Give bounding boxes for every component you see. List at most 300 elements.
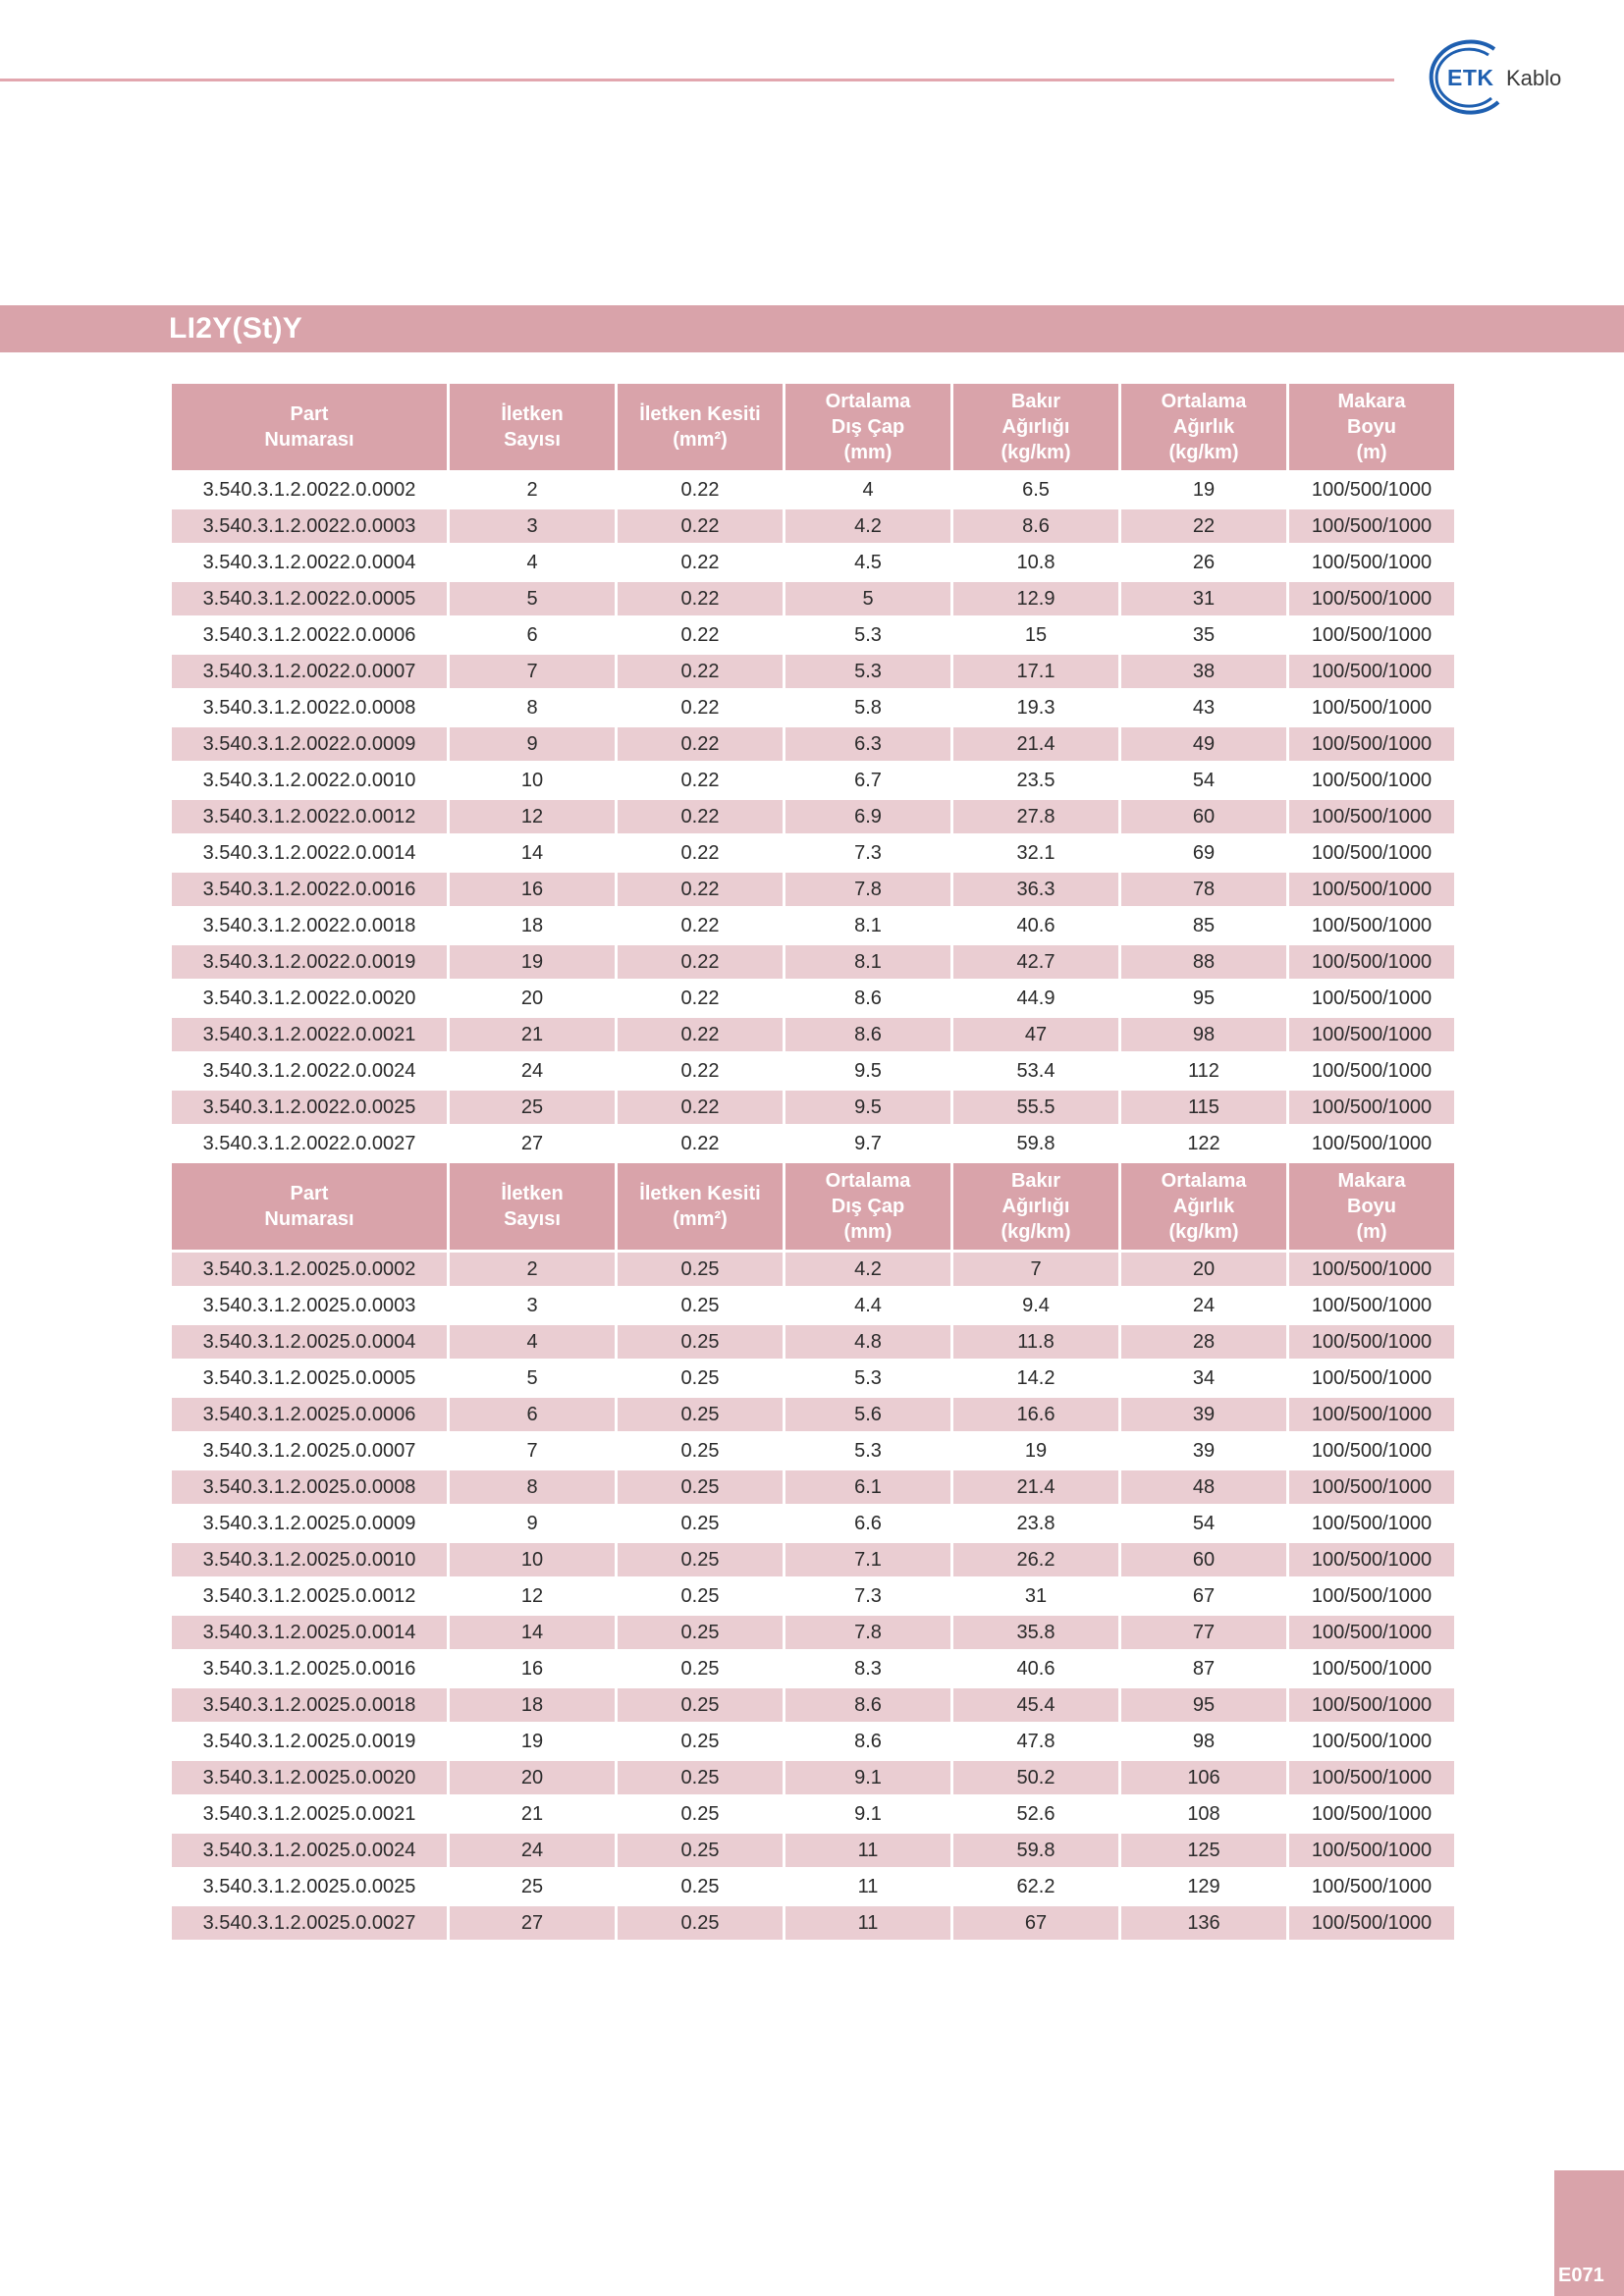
table-cell: 0.25 xyxy=(618,1616,783,1649)
table-cell: 100/500/1000 xyxy=(1289,945,1454,979)
table-cell: 77 xyxy=(1121,1616,1286,1649)
table-cell: 100/500/1000 xyxy=(1289,1253,1454,1286)
table-cell: 98 xyxy=(1121,1018,1286,1051)
table-cell: 87 xyxy=(1192,1657,1216,1680)
table-cell: 14.2 xyxy=(1016,1366,1056,1389)
table-cell: 0.22 xyxy=(618,800,783,833)
column-header: Part Numarası xyxy=(172,1163,447,1250)
table-row xyxy=(172,909,1454,942)
table-cell: 3.540.3.1.2.0025.0.0009 xyxy=(202,1512,416,1534)
title-band xyxy=(0,305,1624,352)
table-cell: 0.22 xyxy=(680,478,720,501)
table-cell: 54 xyxy=(1192,769,1216,791)
table-cell: 28 xyxy=(1121,1325,1286,1359)
table-cell: 0.22 xyxy=(680,987,720,1009)
table-cell: 3.540.3.1.2.0022.0.0009 xyxy=(172,727,447,761)
table-cell: 3.540.3.1.2.0022.0.0008 xyxy=(202,696,416,719)
table-cell: 0.22 xyxy=(618,582,783,615)
table-cell: 9.4 xyxy=(1022,1294,1050,1316)
table-cell: 100/500/1000 xyxy=(1311,551,1433,573)
table-cell: 39 xyxy=(1192,1439,1216,1462)
table-cell: 17.1 xyxy=(953,655,1118,688)
table-cell: 24 xyxy=(1192,1294,1216,1316)
table-cell: 35 xyxy=(1192,623,1216,646)
table-cell: 0.22 xyxy=(618,1091,783,1124)
table-row xyxy=(172,618,1454,652)
table-row xyxy=(172,1906,1454,1940)
table-cell: 11 xyxy=(785,1906,950,1940)
table-cell: 0.22 xyxy=(680,841,720,864)
table-cell: 100/500/1000 xyxy=(1289,1018,1454,1051)
table-cell: 0.22 xyxy=(618,945,783,979)
table-cell: 45.4 xyxy=(953,1688,1118,1722)
table-cell: 0.25 xyxy=(618,1470,783,1504)
table-cell: 0.25 xyxy=(680,1875,720,1897)
table-cell: 4 xyxy=(526,551,538,573)
table-cell: 0.22 xyxy=(680,914,720,936)
table-cell: 8.6 xyxy=(854,1730,882,1752)
table-cell: 39 xyxy=(1121,1398,1286,1431)
table-cell: 0.22 xyxy=(618,509,783,543)
table-cell: 36.3 xyxy=(953,873,1118,906)
table-row xyxy=(172,764,1454,797)
table-cell: 9.5 xyxy=(785,1091,950,1124)
table-cell: 100/500/1000 xyxy=(1311,1059,1433,1082)
table-cell: 55.5 xyxy=(953,1091,1118,1124)
table-cell: 11 xyxy=(857,1875,879,1897)
table-cell: 7.8 xyxy=(785,1616,950,1649)
table-cell: 19 xyxy=(450,945,615,979)
table-cell: 59.8 xyxy=(953,1834,1118,1867)
table-cell: 100/500/1000 xyxy=(1289,1906,1454,1940)
table-cell: 3.540.3.1.2.0025.0.0024 xyxy=(172,1834,447,1867)
page-number-tab xyxy=(1554,2170,1624,2296)
table-row xyxy=(172,509,1454,543)
column-header: Bakır Ağırlığı (kg/km) xyxy=(953,384,1118,470)
table-cell: 100/500/1000 xyxy=(1289,509,1454,543)
table-cell: 3.540.3.1.2.0022.0.0004 xyxy=(202,551,416,573)
table-cell: 31 xyxy=(1121,582,1286,615)
table-cell: 3.540.3.1.2.0022.0.0005 xyxy=(172,582,447,615)
table-cell: 0.22 xyxy=(680,1059,720,1082)
table-cell: 100/500/1000 xyxy=(1289,1325,1454,1359)
table-cell: 100/500/1000 xyxy=(1289,1616,1454,1649)
table-cell: 31 xyxy=(1024,1584,1048,1607)
table-cell: 3.540.3.1.2.0022.0.0006 xyxy=(202,623,416,646)
table-cell: 0.25 xyxy=(618,1543,783,1576)
table-cell: 23.5 xyxy=(1016,769,1056,791)
table-cell: 4.2 xyxy=(785,1253,950,1286)
table-cell: 100/500/1000 xyxy=(1311,478,1433,501)
table-cell: 12 xyxy=(520,1584,544,1607)
table-cell: 100/500/1000 xyxy=(1311,914,1433,936)
cable-spec-table xyxy=(169,381,1457,1943)
table-cell: 0.25 xyxy=(680,1512,720,1534)
table-cell: 60 xyxy=(1121,800,1286,833)
table-cell: 3.540.3.1.2.0022.0.0016 xyxy=(172,873,447,906)
table-cell: 4 xyxy=(450,1325,615,1359)
table-cell: 0.22 xyxy=(680,696,720,719)
table-cell: 100/500/1000 xyxy=(1311,987,1433,1009)
table-cell: 7.1 xyxy=(785,1543,950,1576)
table-cell: 0.25 xyxy=(680,1439,720,1462)
table-cell: 20 xyxy=(450,1761,615,1794)
table-cell: 18 xyxy=(520,914,544,936)
table-row xyxy=(172,982,1454,1015)
table-cell: 5.3 xyxy=(854,1439,882,1462)
table-cell: 2 xyxy=(450,1253,615,1286)
table-cell: 0.25 xyxy=(618,1834,783,1867)
table-cell: 18 xyxy=(450,1688,615,1722)
table-row xyxy=(172,1127,1454,1160)
table-cell: 4.8 xyxy=(785,1325,950,1359)
table-cell: 25 xyxy=(520,1875,544,1897)
table-cell: 0.25 xyxy=(618,1761,783,1794)
table-cell: 100/500/1000 xyxy=(1289,873,1454,906)
table-row xyxy=(172,1761,1454,1794)
table-row xyxy=(172,691,1454,724)
table-cell: 3.540.3.1.2.0025.0.0018 xyxy=(172,1688,447,1722)
table-cell: 3.540.3.1.2.0025.0.0027 xyxy=(172,1906,447,1940)
table-cell: 26 xyxy=(1192,551,1216,573)
table-cell: 100/500/1000 xyxy=(1289,582,1454,615)
column-header: Ortalama Dış Çap (mm) xyxy=(785,1163,950,1250)
table-cell: 3.540.3.1.2.0025.0.0004 xyxy=(172,1325,447,1359)
table-cell: 21.4 xyxy=(953,1470,1118,1504)
table-cell: 3.540.3.1.2.0025.0.0012 xyxy=(202,1584,416,1607)
table-cell: 3.540.3.1.2.0022.0.0025 xyxy=(172,1091,447,1124)
table-cell: 5.8 xyxy=(854,696,882,719)
table-cell: 19 xyxy=(1192,478,1216,501)
table-cell: 3.540.3.1.2.0022.0.0002 xyxy=(202,478,416,501)
table-cell: 6.1 xyxy=(785,1470,950,1504)
table-cell: 16 xyxy=(450,873,615,906)
table-cell: 3.540.3.1.2.0025.0.0005 xyxy=(202,1366,416,1389)
table-cell: 100/500/1000 xyxy=(1311,769,1433,791)
table-cell: 5.6 xyxy=(785,1398,950,1431)
table-cell: 8.6 xyxy=(785,1018,950,1051)
table-cell: 9.1 xyxy=(854,1802,882,1825)
table-cell: 32.1 xyxy=(1016,841,1056,864)
logo-brand: ETK xyxy=(1447,65,1494,90)
table-cell: 136 xyxy=(1121,1906,1286,1940)
table-cell: 24 xyxy=(450,1834,615,1867)
table-cell: 3.540.3.1.2.0025.0.0010 xyxy=(172,1543,447,1576)
table-cell: 62.2 xyxy=(1016,1875,1056,1897)
table-cell: 100/500/1000 xyxy=(1289,1688,1454,1722)
table-cell: 0.22 xyxy=(680,623,720,646)
table-cell: 95 xyxy=(1121,1688,1286,1722)
table-cell: 100/500/1000 xyxy=(1311,1439,1433,1462)
table-cell: 60 xyxy=(1121,1543,1286,1576)
table-cell: 3.540.3.1.2.0025.0.0021 xyxy=(202,1802,416,1825)
table-cell: 0.22 xyxy=(618,1018,783,1051)
table-cell: 8.6 xyxy=(953,509,1118,543)
table-cell: 8.6 xyxy=(785,1688,950,1722)
table-cell: 3.540.3.1.2.0025.0.0014 xyxy=(172,1616,447,1649)
table-cell: 3.540.3.1.2.0025.0.0025 xyxy=(202,1875,416,1897)
table-cell: 8 xyxy=(526,696,538,719)
table-cell: 9.1 xyxy=(785,1761,950,1794)
table-cell: 100/500/1000 xyxy=(1311,1730,1433,1752)
table-cell: 6.5 xyxy=(1022,478,1050,501)
table-cell: 8.6 xyxy=(854,987,882,1009)
table-row xyxy=(172,1289,1454,1322)
table-cell: 100/500/1000 xyxy=(1289,1091,1454,1124)
table-cell: 2 xyxy=(526,478,538,501)
table-header-row xyxy=(172,1163,1454,1250)
table-cell: 3.540.3.1.2.0022.0.0003 xyxy=(172,509,447,543)
table-cell: 52.6 xyxy=(1016,1802,1056,1825)
table-cell: 5.3 xyxy=(854,623,882,646)
column-header: Makara Boyu (m) xyxy=(1289,1163,1454,1250)
table-cell: 19.3 xyxy=(1016,696,1056,719)
column-header: Ortalama Dış Çap (mm) xyxy=(785,384,950,470)
table-cell: 6.9 xyxy=(785,800,950,833)
table-cell: 50.2 xyxy=(953,1761,1118,1794)
column-header: İletken Sayısı xyxy=(450,1163,615,1250)
table-cell: 3.540.3.1.2.0022.0.0018 xyxy=(202,914,416,936)
table-row xyxy=(172,1616,1454,1649)
table-cell: 54 xyxy=(1192,1512,1216,1534)
table-row xyxy=(172,1652,1454,1685)
table-cell: 11 xyxy=(785,1834,950,1867)
table-row xyxy=(172,1507,1454,1540)
header-rule xyxy=(0,79,1394,81)
table-row xyxy=(172,1325,1454,1359)
table-cell: 100/500/1000 xyxy=(1311,696,1433,719)
table-cell: 4.2 xyxy=(785,509,950,543)
table-cell: 3.540.3.1.2.0025.0.0008 xyxy=(172,1470,447,1504)
table-cell: 27.8 xyxy=(953,800,1118,833)
table-cell: 100/500/1000 xyxy=(1311,1875,1433,1897)
table-cell: 20 xyxy=(520,987,544,1009)
table-cell: 100/500/1000 xyxy=(1289,1398,1454,1431)
table-cell: 78 xyxy=(1121,873,1286,906)
table-cell: 0.25 xyxy=(680,1294,720,1316)
table-row xyxy=(172,1870,1454,1903)
table-cell: 27 xyxy=(520,1132,544,1154)
table-cell: 3.540.3.1.2.0022.0.0014 xyxy=(202,841,416,864)
table-row xyxy=(172,473,1454,507)
table-cell: 9 xyxy=(526,1512,538,1534)
table-cell: 3.540.3.1.2.0022.0.0020 xyxy=(202,987,416,1009)
table-cell: 6 xyxy=(450,1398,615,1431)
table-cell: 22 xyxy=(1121,509,1286,543)
table-cell: 5.3 xyxy=(785,655,950,688)
table-cell: 40.6 xyxy=(1016,1657,1056,1680)
column-header: İletken Kesiti (mm²) xyxy=(618,384,783,470)
table-cell: 0.25 xyxy=(680,1802,720,1825)
table-row xyxy=(172,1091,1454,1124)
table-cell: 0.25 xyxy=(680,1366,720,1389)
table-cell: 0.25 xyxy=(618,1688,783,1722)
table-cell: 7 xyxy=(526,1439,538,1462)
table-cell: 7 xyxy=(953,1253,1118,1286)
table-cell: 8 xyxy=(450,1470,615,1504)
table-cell: 67 xyxy=(1192,1584,1216,1607)
table-cell: 5.3 xyxy=(854,1366,882,1389)
table-cell: 6.3 xyxy=(785,727,950,761)
table-cell: 3.540.3.1.2.0022.0.0024 xyxy=(202,1059,416,1082)
table-cell: 3 xyxy=(450,509,615,543)
column-header: Makara Boyu (m) xyxy=(1289,384,1454,470)
column-header: Ortalama Ağırlık (kg/km) xyxy=(1121,384,1286,470)
table-cell: 100/500/1000 xyxy=(1289,727,1454,761)
table-cell: 19 xyxy=(1024,1439,1048,1462)
table-cell: 100/500/1000 xyxy=(1311,1584,1433,1607)
table-row xyxy=(172,1470,1454,1504)
column-header: İletken Kesiti (mm²) xyxy=(618,1163,783,1250)
table-cell: 8.1 xyxy=(785,945,950,979)
table-cell: 0.25 xyxy=(618,1398,783,1431)
column-header: Ortalama Ağırlık (kg/km) xyxy=(1121,1163,1286,1250)
table-cell: 0.25 xyxy=(618,1253,783,1286)
table-cell: 125 xyxy=(1121,1834,1286,1867)
table-cell: 0.22 xyxy=(618,873,783,906)
table-cell: 0.22 xyxy=(618,655,783,688)
table-row xyxy=(172,1579,1454,1613)
table-cell: 3.540.3.1.2.0022.0.0010 xyxy=(202,769,416,791)
table-cell: 0.22 xyxy=(680,1132,720,1154)
table-cell: 12 xyxy=(450,800,615,833)
table-cell: 100/500/1000 xyxy=(1311,841,1433,864)
page-title: LI2Y(St)Y xyxy=(169,312,303,345)
table-cell: 10 xyxy=(450,1543,615,1576)
table-cell: 108 xyxy=(1187,1802,1220,1825)
table-cell: 16 xyxy=(520,1657,544,1680)
table-cell: 100/500/1000 xyxy=(1289,655,1454,688)
table-cell: 100/500/1000 xyxy=(1289,800,1454,833)
table-row xyxy=(172,1434,1454,1468)
column-header: Bakır Ağırlığı (kg/km) xyxy=(953,1163,1118,1250)
table-cell: 3.540.3.1.2.0025.0.0019 xyxy=(202,1730,416,1752)
table-cell: 3.540.3.1.2.0025.0.0006 xyxy=(172,1398,447,1431)
company-logo xyxy=(1418,35,1585,122)
table-cell: 24 xyxy=(520,1059,544,1082)
table-cell: 21.4 xyxy=(953,727,1118,761)
table-cell: 100/500/1000 xyxy=(1311,1657,1433,1680)
table-cell: 16.6 xyxy=(953,1398,1118,1431)
table-cell: 21 xyxy=(450,1018,615,1051)
table-cell: 7.3 xyxy=(854,841,882,864)
table-cell: 9 xyxy=(450,727,615,761)
table-row xyxy=(172,945,1454,979)
table-cell: 14 xyxy=(450,1616,615,1649)
table-cell: 100/500/1000 xyxy=(1289,1761,1454,1794)
page-number: E071 xyxy=(1558,2265,1604,2286)
table-cell: 0.25 xyxy=(680,1657,720,1680)
table-cell: 3.540.3.1.2.0025.0.0002 xyxy=(172,1253,447,1286)
table-cell: 100/500/1000 xyxy=(1311,1802,1433,1825)
table-cell: 106 xyxy=(1121,1761,1286,1794)
table-row xyxy=(172,1054,1454,1088)
table-row xyxy=(172,1018,1454,1051)
table-cell: 0.25 xyxy=(680,1584,720,1607)
table-cell: 9.7 xyxy=(854,1132,882,1154)
table-cell: 44.9 xyxy=(1016,987,1056,1009)
table-cell: 100/500/1000 xyxy=(1311,1366,1433,1389)
table-cell: 3.540.3.1.2.0022.0.0019 xyxy=(172,945,447,979)
table-cell: 4.5 xyxy=(854,551,882,573)
table-cell: 100/500/1000 xyxy=(1311,1132,1433,1154)
table-cell: 0.22 xyxy=(680,551,720,573)
table-cell: 53.4 xyxy=(1016,1059,1056,1082)
table-cell: 19 xyxy=(520,1730,544,1752)
table-cell: 12.9 xyxy=(953,582,1118,615)
table-cell: 3.540.3.1.2.0025.0.0007 xyxy=(202,1439,416,1462)
table-cell: 85 xyxy=(1192,914,1216,936)
table-cell: 129 xyxy=(1187,1875,1220,1897)
table-cell: 3.540.3.1.2.0025.0.0003 xyxy=(202,1294,416,1316)
table-cell: 69 xyxy=(1192,841,1216,864)
table-cell: 115 xyxy=(1121,1091,1286,1124)
table-cell: 5 xyxy=(785,582,950,615)
table-cell: 38 xyxy=(1121,655,1286,688)
table-cell: 47.8 xyxy=(1016,1730,1056,1752)
table-cell: 112 xyxy=(1188,1059,1219,1082)
table-cell: 6.7 xyxy=(854,769,882,791)
table-cell: 88 xyxy=(1121,945,1286,979)
table-row xyxy=(172,582,1454,615)
table-cell: 8.3 xyxy=(854,1657,882,1680)
table-row xyxy=(172,546,1454,579)
table-cell: 3.540.3.1.2.0022.0.0012 xyxy=(172,800,447,833)
table-row xyxy=(172,873,1454,906)
table-cell: 4.4 xyxy=(854,1294,882,1316)
table-row xyxy=(172,836,1454,870)
table-cell: 0.25 xyxy=(680,1730,720,1752)
table-cell: 26.2 xyxy=(953,1543,1118,1576)
table-cell: 0.25 xyxy=(618,1325,783,1359)
table-cell: 27 xyxy=(450,1906,615,1940)
table-cell: 25 xyxy=(450,1091,615,1124)
table-cell: 9.5 xyxy=(854,1059,882,1082)
table-cell: 48 xyxy=(1121,1470,1286,1504)
table-row xyxy=(172,1543,1454,1576)
table-cell: 67 xyxy=(953,1906,1118,1940)
table-row xyxy=(172,1725,1454,1758)
table-row xyxy=(172,1834,1454,1867)
table-row xyxy=(172,655,1454,688)
table-cell: 95 xyxy=(1192,987,1216,1009)
table-cell: 3.540.3.1.2.0022.0.0027 xyxy=(202,1132,416,1154)
table-cell: 0.25 xyxy=(618,1906,783,1940)
table-header-row xyxy=(172,384,1454,470)
table-row xyxy=(172,727,1454,761)
table-cell: 3 xyxy=(526,1294,538,1316)
table-cell: 122 xyxy=(1187,1132,1220,1154)
table-cell: 3.540.3.1.2.0022.0.0007 xyxy=(172,655,447,688)
table-cell: 42.7 xyxy=(953,945,1118,979)
table-cell: 4 xyxy=(862,478,874,501)
table-cell: 40.6 xyxy=(1016,914,1056,936)
table-cell: 100/500/1000 xyxy=(1311,1512,1433,1534)
table-cell: 43 xyxy=(1192,696,1216,719)
table-cell: 21 xyxy=(520,1802,544,1825)
table-cell: 6.6 xyxy=(854,1512,882,1534)
table-cell: 0.22 xyxy=(618,727,783,761)
table-row xyxy=(172,1398,1454,1431)
table-cell: 20 xyxy=(1121,1253,1286,1286)
table-cell: 3.540.3.1.2.0025.0.0020 xyxy=(172,1761,447,1794)
table-cell: 10.8 xyxy=(1016,551,1056,573)
table-cell: 100/500/1000 xyxy=(1289,1834,1454,1867)
table-row xyxy=(172,800,1454,833)
table-cell: 7 xyxy=(450,655,615,688)
table-cell: 23.8 xyxy=(1016,1512,1056,1534)
column-header: İletken Sayısı xyxy=(450,384,615,470)
